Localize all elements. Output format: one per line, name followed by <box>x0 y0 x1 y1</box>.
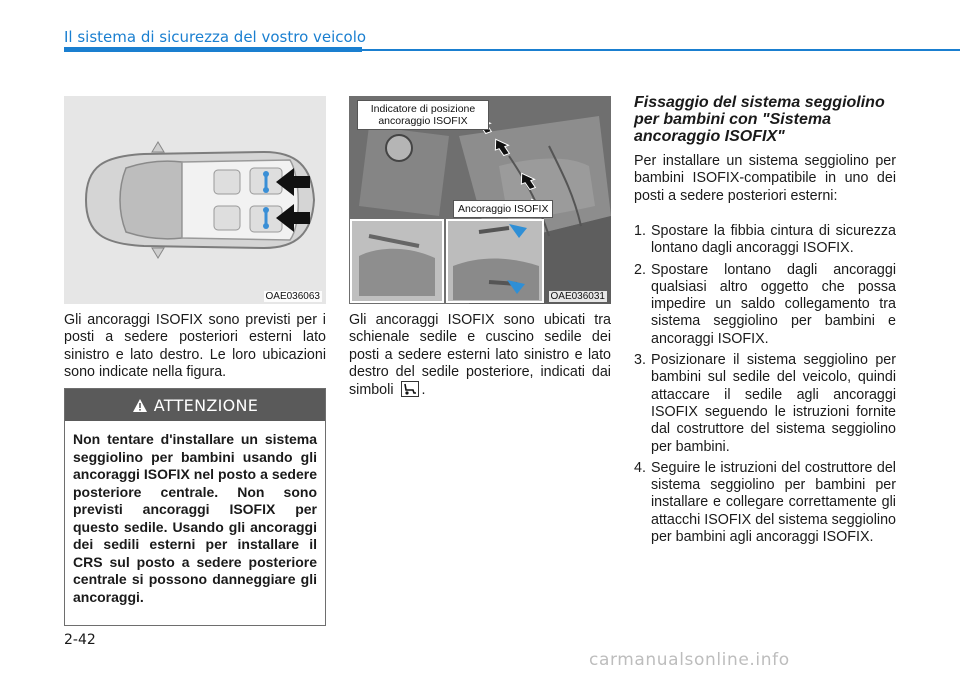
isofix-anchor-text-end: . <box>421 382 426 399</box>
list-item: 1. Spostare la fibbia cintura di sicurezza lontano dagli ancoraggi ISOFIX. <box>634 223 896 257</box>
install-intro: Per installare un sistema seggiolino per bambini ISOFIX-compatibile in uno dei posti a sedere posteriori esterni: <box>634 153 896 204</box>
warning-text: Non tentare d'installare un sistema seggiolino per bambini usando gli ancoraggi ISOFIX nel posto a sedere posteriore centrale. Non sono previsti ancoraggi ISOFIX per questo sedile. Usando gli ancoraggi dei sedili esterni per installare il CRS sul posto a sedere posteriore centrale si possono danneggiare gli ancoraggi. <box>73 431 317 605</box>
callout-isofix-indicator: Indicatore di posizione ancoraggio ISOFIX <box>357 100 489 130</box>
list-item: 2. Spostare lontano dagli ancoraggi qualsiasi altro oggetto che possa impedire un saldo collegamento tra sistema seggiolino per bambini e ancoraggi ISOFIX. <box>634 261 896 347</box>
isofix-symbol-icon <box>401 381 419 397</box>
page-number: 2-42 <box>64 632 96 648</box>
isofix-anchor-text: Gli ancoraggi ISOFIX sono ubicati tra schienale sedile e cuscino sedile dei posti a sedere esterni lato sinistro e lato destro del sedile posteriore, indicati dai simboli <box>349 312 611 399</box>
warning-box <box>64 388 326 626</box>
figure-code: OAE036063 <box>265 291 320 302</box>
warning-title: ATTENZIONE <box>153 395 259 415</box>
list-item: 3. Posizionare il sistema seggiolino per bambini sul sedile del veicolo, quindi attaccare il sedile agli ancoraggi ISOFIX seguendo le istruzioni fornite dal costruttore del sistema seggiolino per bambini. <box>634 352 896 455</box>
callout-isofix-anchor: Ancoraggio ISOFIX <box>453 200 553 218</box>
figure-rear-seat <box>349 96 611 304</box>
section-header-title: Il sistema di sicurezza del vostro veicolo <box>64 28 367 46</box>
car-top-view <box>64 96 326 304</box>
watermark: carmanualsonline.info <box>589 650 790 670</box>
figure-code: OAE036031 <box>550 291 605 302</box>
isofix-anchor-paragraph <box>349 312 611 399</box>
warning-triangle-icon <box>132 398 148 413</box>
list-item: 4. Seguire le istruzioni del costruttore del sistema seggiolino per bambini per installare e collegare correttamente gli attacchi ISOFIX del sistema seggiolino per bambini agli ancoraggi ISOFIX. <box>634 459 896 546</box>
section-title: Fissaggio del sistema seggiolino per bambini con "Sistema ancoraggio ISOFIX" <box>634 94 885 145</box>
isofix-location-paragraph: Gli ancoraggi ISOFIX sono previsti per i posti a sedere posteriori esterni lato sinistro e lato destro. Le loro ubicazioni sono indicate nella figura. <box>64 312 326 380</box>
figure-car-top-view <box>64 96 326 304</box>
header-rule-thin <box>362 49 960 51</box>
warning-header <box>65 389 325 421</box>
install-steps <box>634 223 896 550</box>
header-rule-thick <box>64 47 362 52</box>
